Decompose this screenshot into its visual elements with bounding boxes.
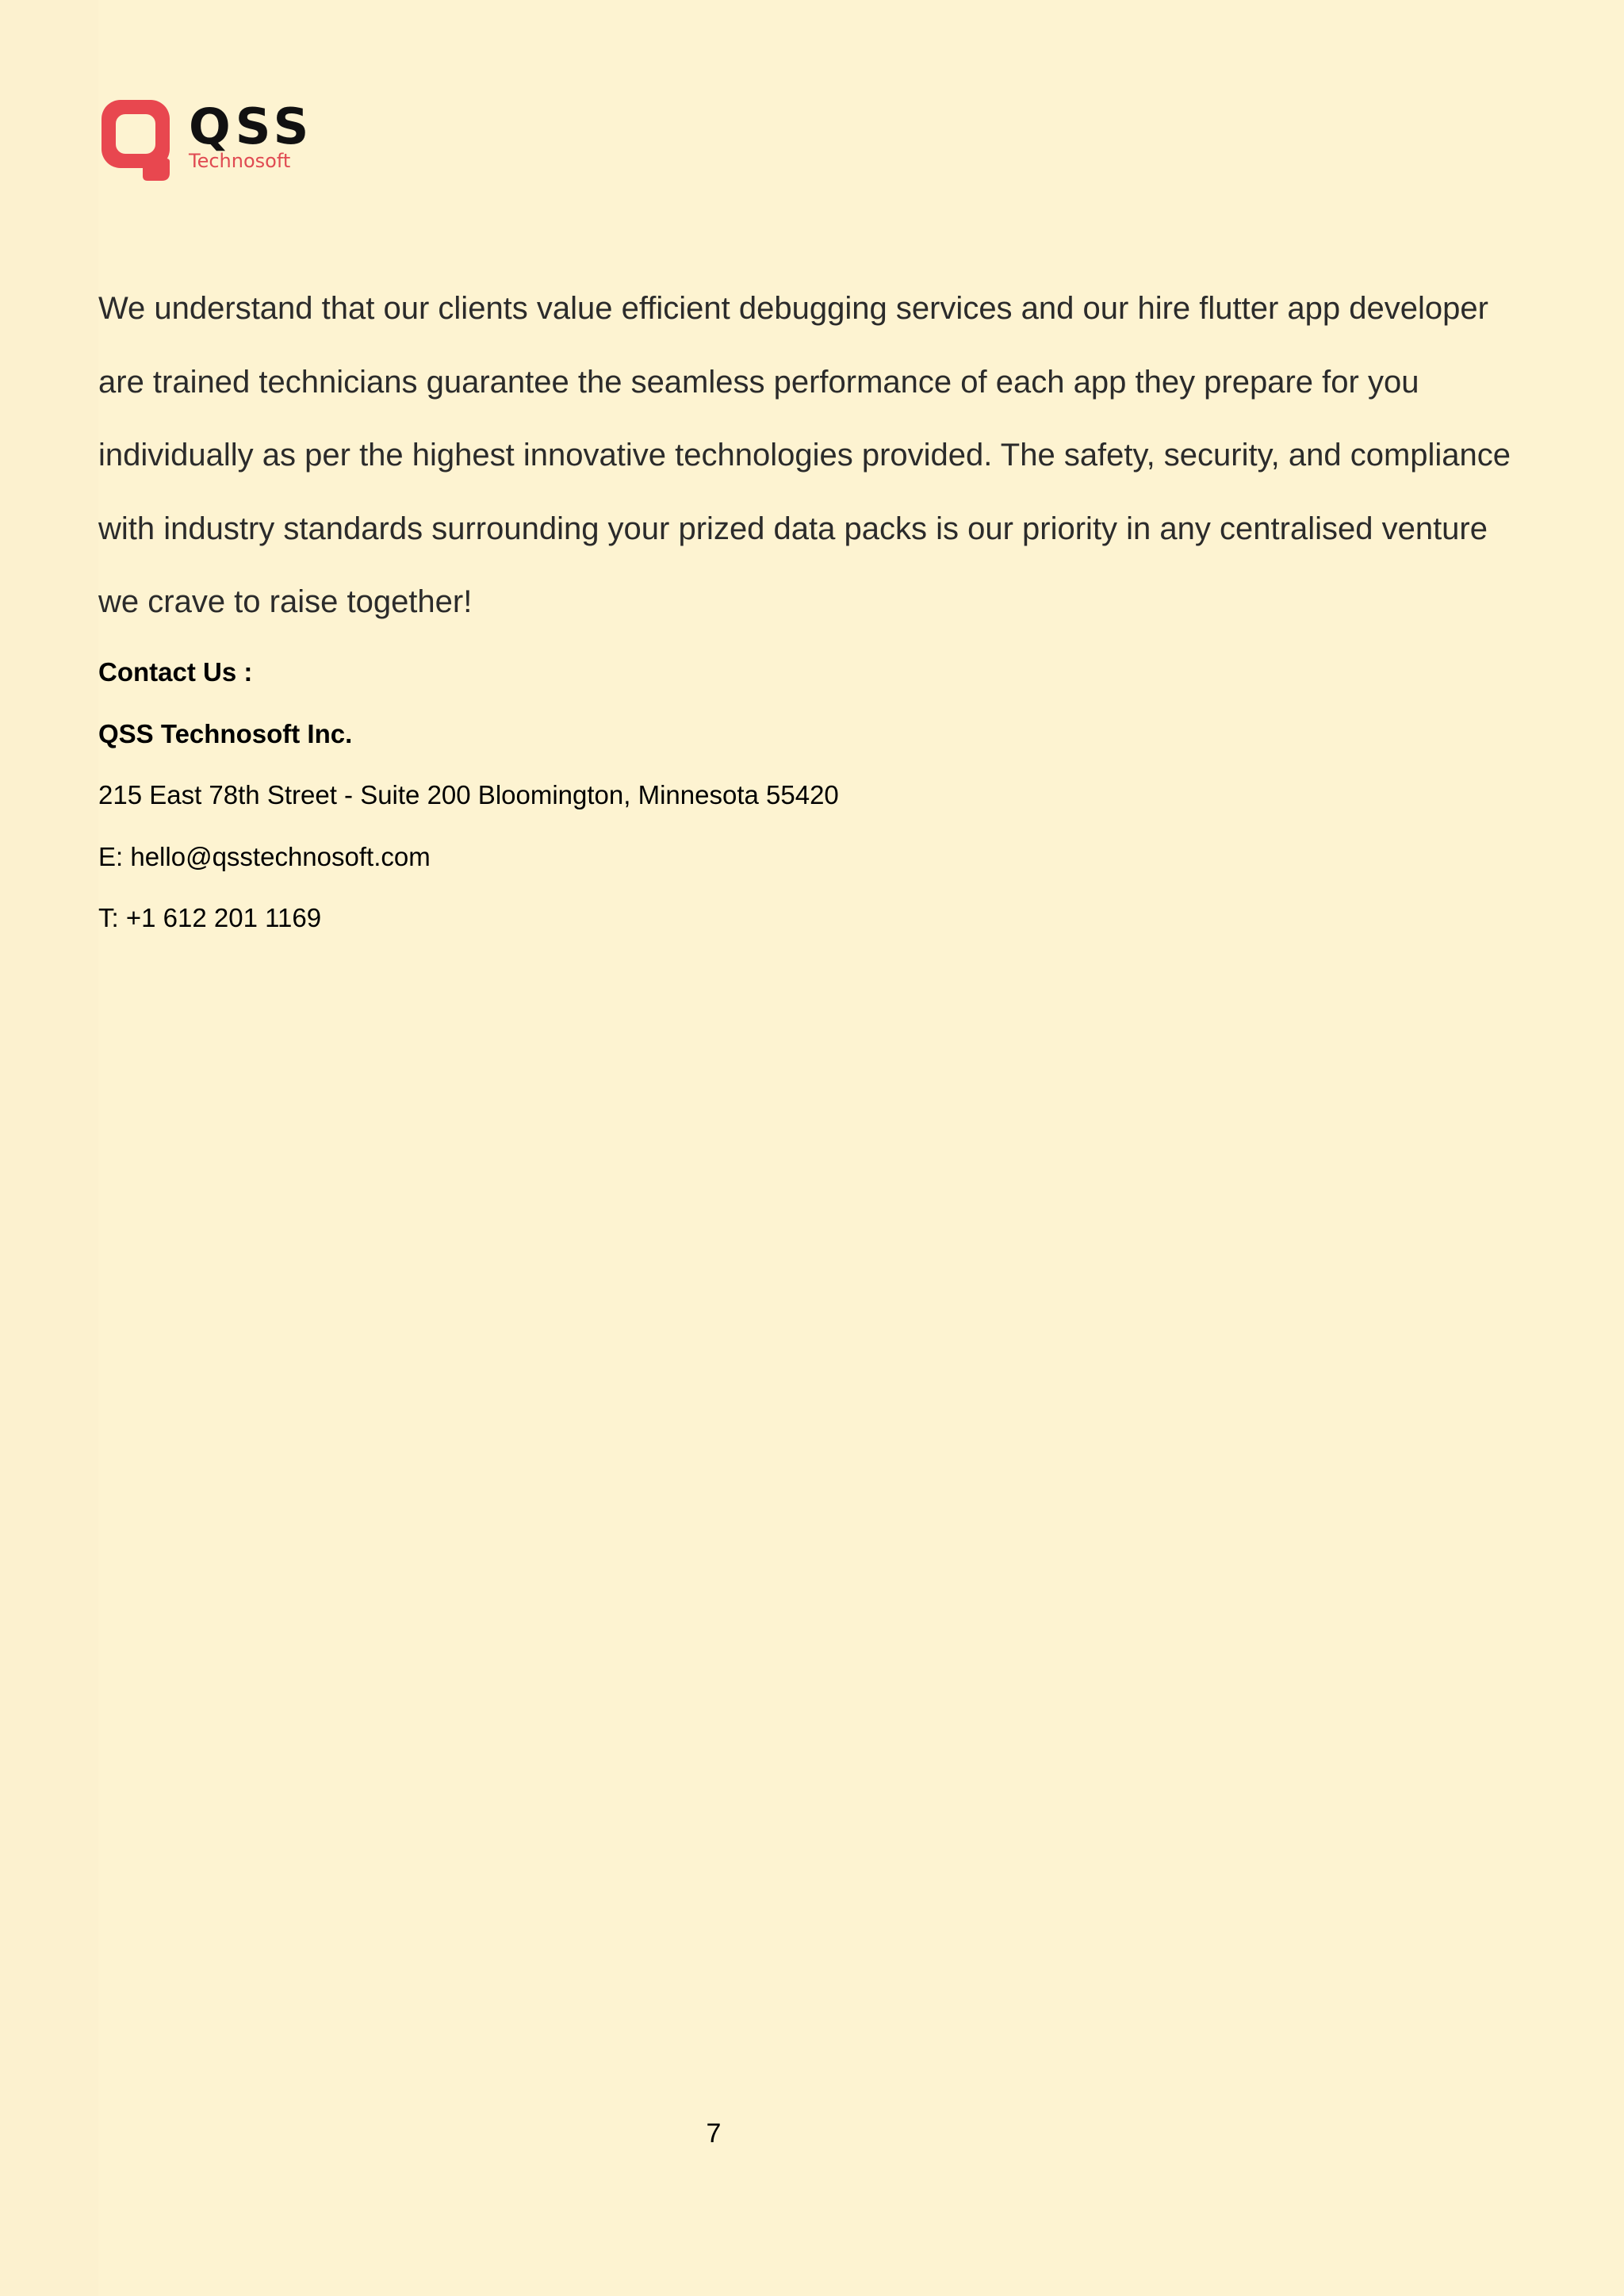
q-logo-icon [98,97,173,184]
page-number: 7 [706,2118,722,2149]
logo-wordmark: QSS [189,98,314,155]
company-email: E: hello@qsstechnosoft.com [98,841,431,871]
body-paragraph: We understand that our clients value efficient debugging services and our hire flutter app developer are trained technicians guarantee the seamless performance of each app they prepare for you individually as per the highest innovative technologies provided. The safety, security, and compliance with industry standards surrounding your prized data packs is our priority in any centralised venture we crave to raise together! [98,291,1511,619]
page-margin [0,0,98,2296]
company-address: 215 East 78th Street - Suite 200 Bloomington, Minnesota 55420 [98,780,839,809]
company-logo [98,97,314,186]
company-name: QSS Technosoft Inc. [98,718,353,748]
company-phone: T: +1 612 201 1169 [98,903,322,932]
logo-subtitle: Technosoft [189,150,291,172]
contact-block [98,650,1208,958]
contact-heading: Contact Us : [98,657,253,687]
